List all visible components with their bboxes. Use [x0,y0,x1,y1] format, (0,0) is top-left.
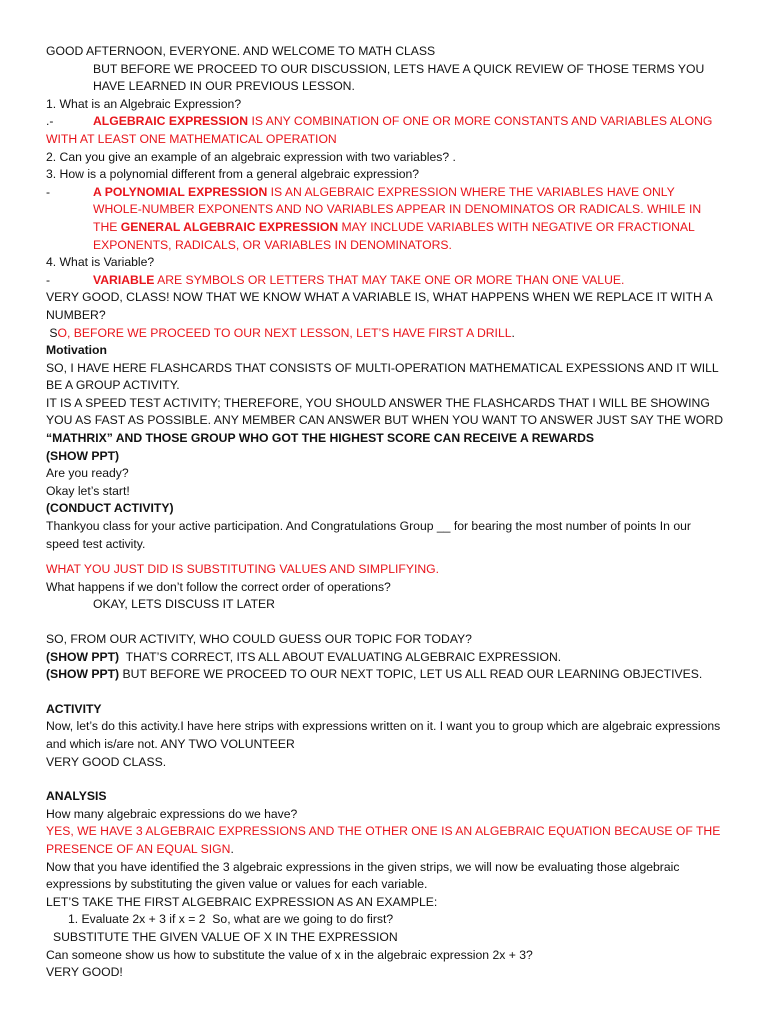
very-good-class-2: VERY GOOD CLASS. [46,754,167,769]
show-ppt-text: THAT’S CORRECT, ITS ALL ABOUT EVALUATING ALGEBRAIC EXPRESSION. [119,649,562,664]
answer-3 [46,184,726,254]
question-1: 1. What is an Algebraic Expression? [46,96,242,111]
guess-topic: SO, FROM OUR ACTIVITY, WHO COULD GUESS OUR TOPIC FOR TODAY? [46,632,472,646]
evaluate-item: 1. Evaluate 2x + 3 if x = 2 So, what are we going to do first? [68,912,394,927]
activity-text: Now, let’s do this activity.I have here strips with expressions written on it. I want you to group which are algebraic expressions and which is/are not. ANY TWO VOLUNTEER [46,719,721,751]
substitute-text: SUBSTITUTE THE GIVEN VALUE OF X IN THE EXPRESSION [53,929,398,944]
answer-1 [46,113,726,131]
show-ppt-label: (SHOW PPT) [46,667,120,682]
question-4: 4. What is Variable? [46,255,155,270]
greeting: GOOD AFTERNOON, EVERYONE. AND WELCOME TO MATH CLASS [46,44,436,58]
very-good-class: VERY GOOD, CLASS! NOW THAT WE KNOW WHAT A VARIABLE IS, WHAT HAPPENS WHEN WE REPLACE IT WITH A NUMBER? [46,290,712,322]
heading-analysis: ANALYSIS [46,789,107,804]
substituting-text: WHAT YOU JUST DID IS SUBSTITUTING VALUES AND SIMPLIFYING. [46,562,439,577]
very-good-3: VERY GOOD! [46,965,123,980]
drill-dot: . [511,325,515,340]
term-algebraic-expression: ALGEBRAIC EXPRESSION [93,114,249,129]
order-of-operations-question: What happens if we don’t follow the correct order of operations? [46,579,391,594]
term-polynomial-expression: A POLYNOMIAL EXPRESSION [93,184,268,199]
term-general-algebraic-expression: GENERAL ALGEBRAIC EXPRESSION [120,219,339,234]
show-ppt-label: (SHOW PPT) [46,448,120,463]
are-you-ready: Are you ready? [46,466,129,481]
first-example-text: LET’S TAKE THE FIRST ALGEBRAIC EXPRESSION AS AN EXAMPLE: [46,894,438,909]
discuss-later: OKAY, LETS DISCUSS IT LATER [93,597,275,612]
mathrix-text: “MATHRIX” AND THOSE GROUP WHO GOT THE HIGHEST SCORE CAN RECEIVE A REWARDS [46,431,595,446]
answer-1-continued: WITH AT LEAST ONE MATHEMATICAL OPERATION [46,131,337,146]
bullet-mark: - [46,184,51,199]
heading-motivation: Motivation [46,343,107,358]
drill-text: O, BEFORE WE PROCEED TO OUR NEXT LESSON, LET’S HAVE FIRST A DRILL [57,325,512,340]
bullet-mark: - [46,272,51,287]
conduct-activity-label: (CONDUCT ACTIVITY) [46,501,174,516]
drill-line [46,325,726,343]
identified-text: Now that you have identified the 3 algebraic expressions in the given strips, we will now be evaluating those algebraic expressions by substituting the given value or values for each variable. [46,859,680,892]
answer-3-text-2: MAY INCLUDE VARIABLES WITH NEGATIVE OR FRACTIONAL EXPONENTS, RADICALS, OR VARIABLES IN DENOMINATORS. [93,219,695,252]
answer-4 [46,272,726,290]
show-ppt-label: (SHOW PPT) [46,649,120,664]
review-intro: BUT BEFORE WE PROCEED TO OUR DISCUSSION, LETS HAVE A QUICK REVIEW OF THOSE TERMS YOU HAVE LEARNED IN OUR PREVIOUS LESSON. [93,61,705,94]
yes-answer-text: YES, WE HAVE 3 ALGEBRAIC EXPRESSIONS AND THE OTHER ONE IS AN ALGEBRAIC EQUATION BECAUSE OF THE PRESENCE OF AN EQUAL SIGN [46,824,721,856]
how-many-question: How many algebraic expressions do we have? [46,806,298,821]
question-2: 2. Can you give an example of an algebraic expression with two variables? . [46,149,456,164]
yes-answer-dot: . [230,841,234,856]
spacer [46,553,726,561]
drill-s: S [46,325,58,340]
yes-answer [46,823,726,858]
flashcards-text: SO, I HAVE HERE FLASHCARDS THAT CONSISTS OF MULTI-OPERATION MATHEMATICAL EXPESSIONS AND IT WILL BE A GROUP ACTIVITY. [46,360,719,393]
answer-1-text: IS ANY COMBINATION OF ONE OR MORE CONSTANTS AND VARIABLES ALONG [248,114,713,129]
bullet-mark: .- [46,114,54,129]
speed-test-text: IT IS A SPEED TEST ACTIVITY; THEREFORE, YOU SHOULD ANSWER THE FLASHCARDS THAT I WILL BE SHOWING YOU AS FAST AS POSSIBLE. ANY MEMBER CAN ANSWER BUT WHEN YOU WANT TO ANSWER JUST SAY THE WORD [46,395,724,428]
question-3: 3. How is a polynomial different from a general algebraic expression? [46,167,420,182]
spacer [46,771,726,788]
document-page [46,43,726,982]
someone-question: Can someone show us how to substitute the value of x in the algebraic expression 2x + 3? [46,947,533,962]
spacer [46,614,726,631]
heading-activity: ACTIVITY [46,701,102,716]
spacer [46,684,726,701]
show-ppt-text: BUT BEFORE WE PROCEED TO OUR NEXT TOPIC, LET US ALL READ OUR LEARNING OBJECTIVES. [119,667,703,682]
show-ppt-line-2 [46,666,726,684]
lets-start: Okay let’s start! [46,483,130,498]
answer-4-text: ARE SYMBOLS OR LETTERS THAT MAY TAKE ONE OR MORE THAN ONE VALUE. [154,272,625,287]
term-variable: VARIABLE [93,272,155,287]
show-ppt-line-1 [46,649,726,667]
thank-you-text: Thankyou class for your active participation. And Congratulations Group __ for bearing the most number of points In our speed test activity. [46,519,691,551]
answer-3-text-1: IS AN ALGEBRAIC EXPRESSION WHERE THE VARIABLES HAVE ONLY WHOLE-NUMBER EXPONENTS AND NO VARIABLES APPEAR IN DENOMINATOS OR RADICALS. WHILE IN THE [93,184,702,234]
